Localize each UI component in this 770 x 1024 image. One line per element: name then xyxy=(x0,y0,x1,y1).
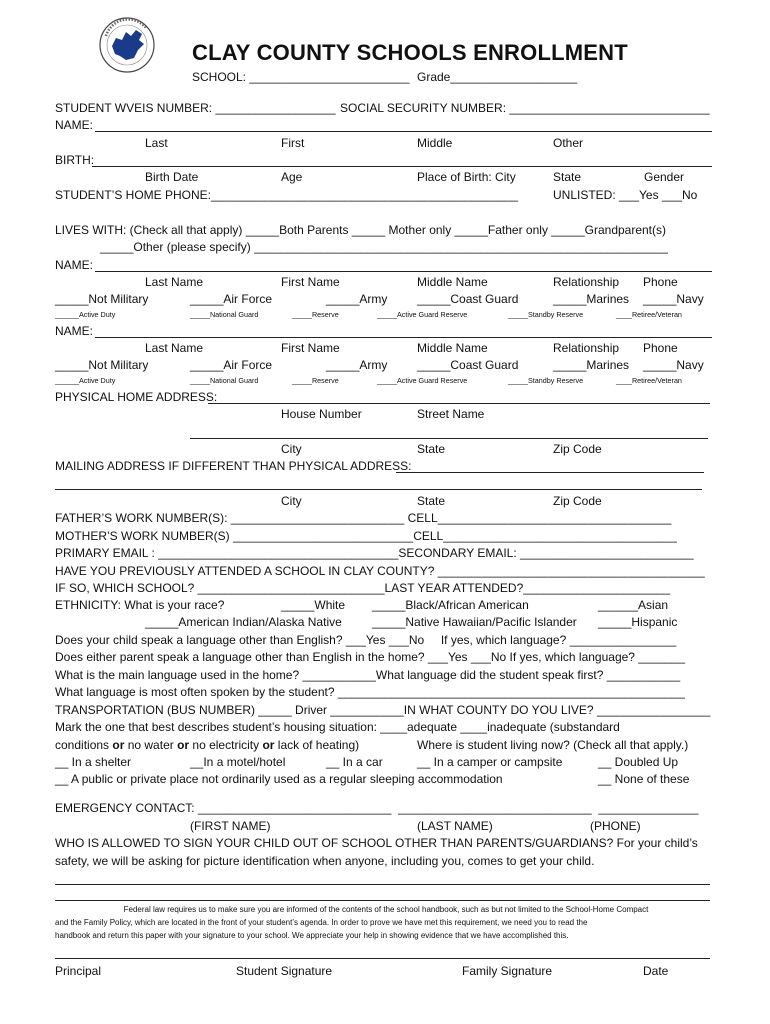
guardian2-marines[interactable]: _____Marines xyxy=(553,358,630,372)
guardian2-active-guard-reserve[interactable]: _____Active Guard Reserve xyxy=(377,376,468,385)
ethnicity-native[interactable]: _____American Indian/Alaska Native xyxy=(145,615,342,629)
guardian1-national-guard[interactable]: _____National Guard xyxy=(190,310,259,319)
pickup-line-2[interactable] xyxy=(55,900,710,901)
guardian2-phone-caption: Phone xyxy=(643,341,678,355)
guardian1-standby-reserve[interactable]: _____Standby Reserve xyxy=(508,310,584,319)
handbook-notice-3 xyxy=(55,929,717,942)
guardian1-name-label: NAME: xyxy=(55,258,94,272)
in-motel-option[interactable]: __In a motel/hotel xyxy=(190,755,286,769)
guardian2-air-force[interactable]: _____Air Force xyxy=(190,358,273,372)
county-seal-logo xyxy=(98,16,156,74)
guardian1-name-line[interactable] xyxy=(95,271,712,272)
student-name-label: NAME: xyxy=(55,118,94,132)
guardian1-navy[interactable]: _____Navy xyxy=(643,292,704,306)
pickup-line-1[interactable] xyxy=(55,884,710,885)
guardian2-coast-guard[interactable]: _____Coast Guard xyxy=(417,358,519,372)
guardian2-standby-reserve[interactable]: _____Standby Reserve xyxy=(508,376,584,385)
notice-line-3: handbook and return this paper with your signature to your school. We appreciate your help in showing evidence that we have accomplished this. xyxy=(55,931,569,940)
date-caption: Date xyxy=(643,964,669,978)
mother-work-number-field[interactable]: MOTHER’S WORK NUMBER(S) ___________________________CELL___________________________________ xyxy=(55,529,677,543)
which-school-field[interactable]: IF SO, WHICH SCHOOL? ____________________________LAST YEAR ATTENDED?______________________ xyxy=(55,581,671,595)
zip-caption: Zip Code xyxy=(553,442,602,456)
guardian2-army[interactable]: _____Army xyxy=(326,358,388,372)
guardian1-active-duty[interactable]: ______Active Duty xyxy=(55,310,116,319)
housing-situation-options[interactable]: Mark the one that best describes student’s housing situation: ____adequate ____inadequate (substandard xyxy=(55,720,620,734)
physical-address-line[interactable] xyxy=(208,403,710,404)
ethnicity-label: ETHNICITY: What is your race? xyxy=(55,598,225,612)
guardian2-first-caption: First Name xyxy=(281,341,340,355)
public-place-option[interactable]: __ A public or private place not ordinarily used as a regular sleeping accommodation xyxy=(55,772,503,786)
mailing-city-caption: City xyxy=(281,494,302,508)
guardian2-national-guard[interactable]: _____National Guard xyxy=(190,376,259,385)
city-caption: City xyxy=(281,442,302,456)
emergency-phone-caption: (PHONE) xyxy=(590,819,641,833)
guardian2-not-military[interactable]: _____Not Military xyxy=(55,358,149,372)
guardian2-retiree-veteran[interactable]: ____Retiree/Veteran xyxy=(616,376,682,385)
lives-with-options[interactable]: LIVES WITH: (Check all that apply) _____Both Parents _____ Mother only _____Father only _____Grandparent(s) xyxy=(55,223,667,237)
ethnicity-asian[interactable]: ______Asian xyxy=(598,598,669,612)
guardian1-coast-guard[interactable]: _____Coast Guard xyxy=(417,292,519,306)
in-car-option[interactable]: __ In a car xyxy=(326,755,383,769)
guardian1-last-caption: Last Name xyxy=(145,275,204,289)
guardian1-air-force[interactable]: _____Air Force xyxy=(190,292,273,306)
emergency-first-caption: (FIRST NAME) xyxy=(190,819,271,833)
transportation-field[interactable]: TRANSPORTATION (BUS NUMBER) _____ Driver ___________IN WHAT COUNTY DO YOU LIVE? _________________ xyxy=(55,703,711,717)
ethnicity-hispanic[interactable]: _____Hispanic xyxy=(598,615,678,629)
or-keyword: or xyxy=(177,738,190,752)
guardian1-middle-caption: Middle Name xyxy=(417,275,488,289)
housing-conditions-text xyxy=(55,739,359,751)
housing-conditions-part3: no electricity xyxy=(189,738,263,752)
state-caption: State xyxy=(417,442,446,456)
handbook-notice-2 xyxy=(55,916,717,929)
home-phone-field[interactable]: STUDENT’S HOME PHONE:______________________________________________ xyxy=(55,188,519,202)
guardian1-active-guard-reserve[interactable]: _____Active Guard Reserve xyxy=(377,310,468,319)
guardian2-name-label: NAME: xyxy=(55,324,94,338)
birth-label: BIRTH: xyxy=(55,153,95,167)
housing-conditions-part2: no water xyxy=(124,738,178,752)
or-keyword: or xyxy=(262,738,275,752)
email-fields[interactable]: PRIMARY EMAIL : ____________________________________SECONDARY EMAIL: __________________________ xyxy=(55,546,694,560)
housing-conditions-part4: lack of heating) xyxy=(274,738,360,752)
ethnicity-hawaiian[interactable]: _____Native Hawaiian/Pacific Islander xyxy=(372,615,577,629)
birth-place-caption: Place of Birth: City xyxy=(417,170,516,184)
mailing-address-line[interactable] xyxy=(396,472,704,473)
handbook-notice xyxy=(55,903,717,916)
father-work-number-field[interactable]: FATHER’S WORK NUMBER(S): __________________________ CELL___________________________________ xyxy=(55,511,672,525)
name-other-caption: Other xyxy=(553,136,584,150)
mailing-address-label: MAILING ADDRESS IF DIFFERENT THAN PHYSICAL ADDRESS: xyxy=(55,459,412,473)
housing-conditions-part1: conditions xyxy=(55,738,113,752)
form-title: CLAY COUNTY SCHOOLS ENROLLMENT xyxy=(192,40,628,65)
family-signature-caption: Family Signature xyxy=(462,964,553,978)
physical-address-label: PHYSICAL HOME ADDRESS: xyxy=(55,390,218,404)
mailing-zip-caption: Zip Code xyxy=(553,494,602,508)
notice-line-1: Federal law requires us to make sure you are informed of the contents of the school handbook, such as but not limited to the School-Home Compact xyxy=(123,905,649,914)
guardian1-not-military[interactable]: _____Not Military xyxy=(55,292,149,306)
age-caption: Age xyxy=(281,170,303,184)
mailing-city-line[interactable] xyxy=(55,489,702,490)
street-name-caption: Street Name xyxy=(417,407,485,421)
guardian1-phone-caption: Phone xyxy=(643,275,678,289)
name-last-caption: Last xyxy=(145,136,168,150)
ssn-field[interactable]: SOCIAL SECURITY NUMBER: ______________________________ xyxy=(340,101,710,115)
house-number-caption: House Number xyxy=(281,407,362,421)
unlisted-checkboxes[interactable]: UNLISTED: ___Yes ___No xyxy=(553,188,698,202)
signature-line[interactable] xyxy=(55,958,710,959)
guardian2-last-caption: Last Name xyxy=(145,341,204,355)
guardian2-reserve[interactable]: _____Reserve xyxy=(292,376,339,385)
pickup-note: safety, we will be asking for picture identification when anyone, including you, comes to get your child. xyxy=(55,854,595,868)
previous-school-field[interactable]: HAVE YOU PREVIOUSLY ATTENDED A SCHOOL IN CLAY COUNTY? ________________________________________ xyxy=(55,564,705,578)
notice-line-2: and the Family Policy, which are located in the front of your student’s agenda. In order to prove we have met this requirement, we need you to read the xyxy=(55,918,588,927)
mailing-state-caption: State xyxy=(417,494,446,508)
ethnicity-black[interactable]: _____Black/African American xyxy=(372,598,529,612)
guardian1-first-caption: First Name xyxy=(281,275,340,289)
doubled-up-option[interactable]: __ Doubled Up xyxy=(598,755,679,769)
guardian1-reserve[interactable]: _____Reserve xyxy=(292,310,339,319)
student-signature-caption: Student Signature xyxy=(236,964,333,978)
guardian2-name-line[interactable] xyxy=(95,337,712,338)
guardian2-active-duty[interactable]: ______Active Duty xyxy=(55,376,116,385)
guardian2-relationship-caption: Relationship xyxy=(553,341,620,355)
language-q3[interactable]: What is the main language used in the home? ___________What language did the student speak first? ___________ xyxy=(55,668,681,682)
school-field[interactable]: SCHOOL: ________________________ xyxy=(192,70,410,84)
birth-state-caption: State xyxy=(553,170,582,184)
birth-date-caption: Birth Date xyxy=(145,170,199,184)
language-q2[interactable]: Does either parent speak a language other than English in the home? ___Yes ___No If yes, which language? _______ xyxy=(55,650,686,664)
in-shelter-option[interactable]: __ In a shelter xyxy=(55,755,132,769)
guardian1-relationship-caption: Relationship xyxy=(553,275,620,289)
or-keyword: or xyxy=(112,738,125,752)
in-camper-option[interactable]: __ In a camper or campsite xyxy=(417,755,563,769)
gender-caption: Gender xyxy=(644,170,685,184)
language-q4[interactable]: What language is most often spoken by the student? ____________________________________________________ xyxy=(55,685,685,699)
physical-city-line[interactable] xyxy=(190,438,708,439)
ethnicity-white[interactable]: _____White xyxy=(281,598,346,612)
emergency-contact-fields[interactable]: EMERGENCY CONTACT: _____________________________ _____________________________ _______________ xyxy=(55,801,699,815)
grade-field[interactable]: Grade___________________ xyxy=(417,70,578,84)
wveis-number-field[interactable]: STUDENT WVEIS NUMBER: __________________ xyxy=(55,101,336,115)
student-name-line[interactable] xyxy=(95,131,712,132)
none-of-these-option[interactable]: __ None of these xyxy=(598,772,690,786)
guardian1-army[interactable]: _____Army xyxy=(326,292,388,306)
guardian1-marines[interactable]: _____Marines xyxy=(553,292,630,306)
pickup-question: WHO IS ALLOWED TO SIGN YOUR CHILD OUT OF SCHOOL OTHER THAN PARENTS/GUARDIANS? For your child’s xyxy=(55,836,698,850)
emergency-last-caption: (LAST NAME) xyxy=(417,819,493,833)
guardian2-navy[interactable]: _____Navy xyxy=(643,358,704,372)
guardian1-retiree-veteran[interactable]: ____Retiree/Veteran xyxy=(616,310,682,319)
name-first-caption: First xyxy=(281,136,305,150)
living-now-question: Where is student living now? (Check all that apply.) xyxy=(417,738,689,752)
name-middle-caption: Middle xyxy=(417,136,453,150)
guardian2-middle-caption: Middle Name xyxy=(417,341,488,355)
language-q1[interactable]: Does your child speak a language other than English? ___Yes ___No If yes, which language? ________________ xyxy=(55,633,677,647)
lives-with-other-field[interactable]: _____Other (please specify) ______________________________________________________________ xyxy=(100,240,668,254)
birth-line[interactable] xyxy=(92,166,712,167)
principal-signature-caption: Principal xyxy=(55,964,102,978)
